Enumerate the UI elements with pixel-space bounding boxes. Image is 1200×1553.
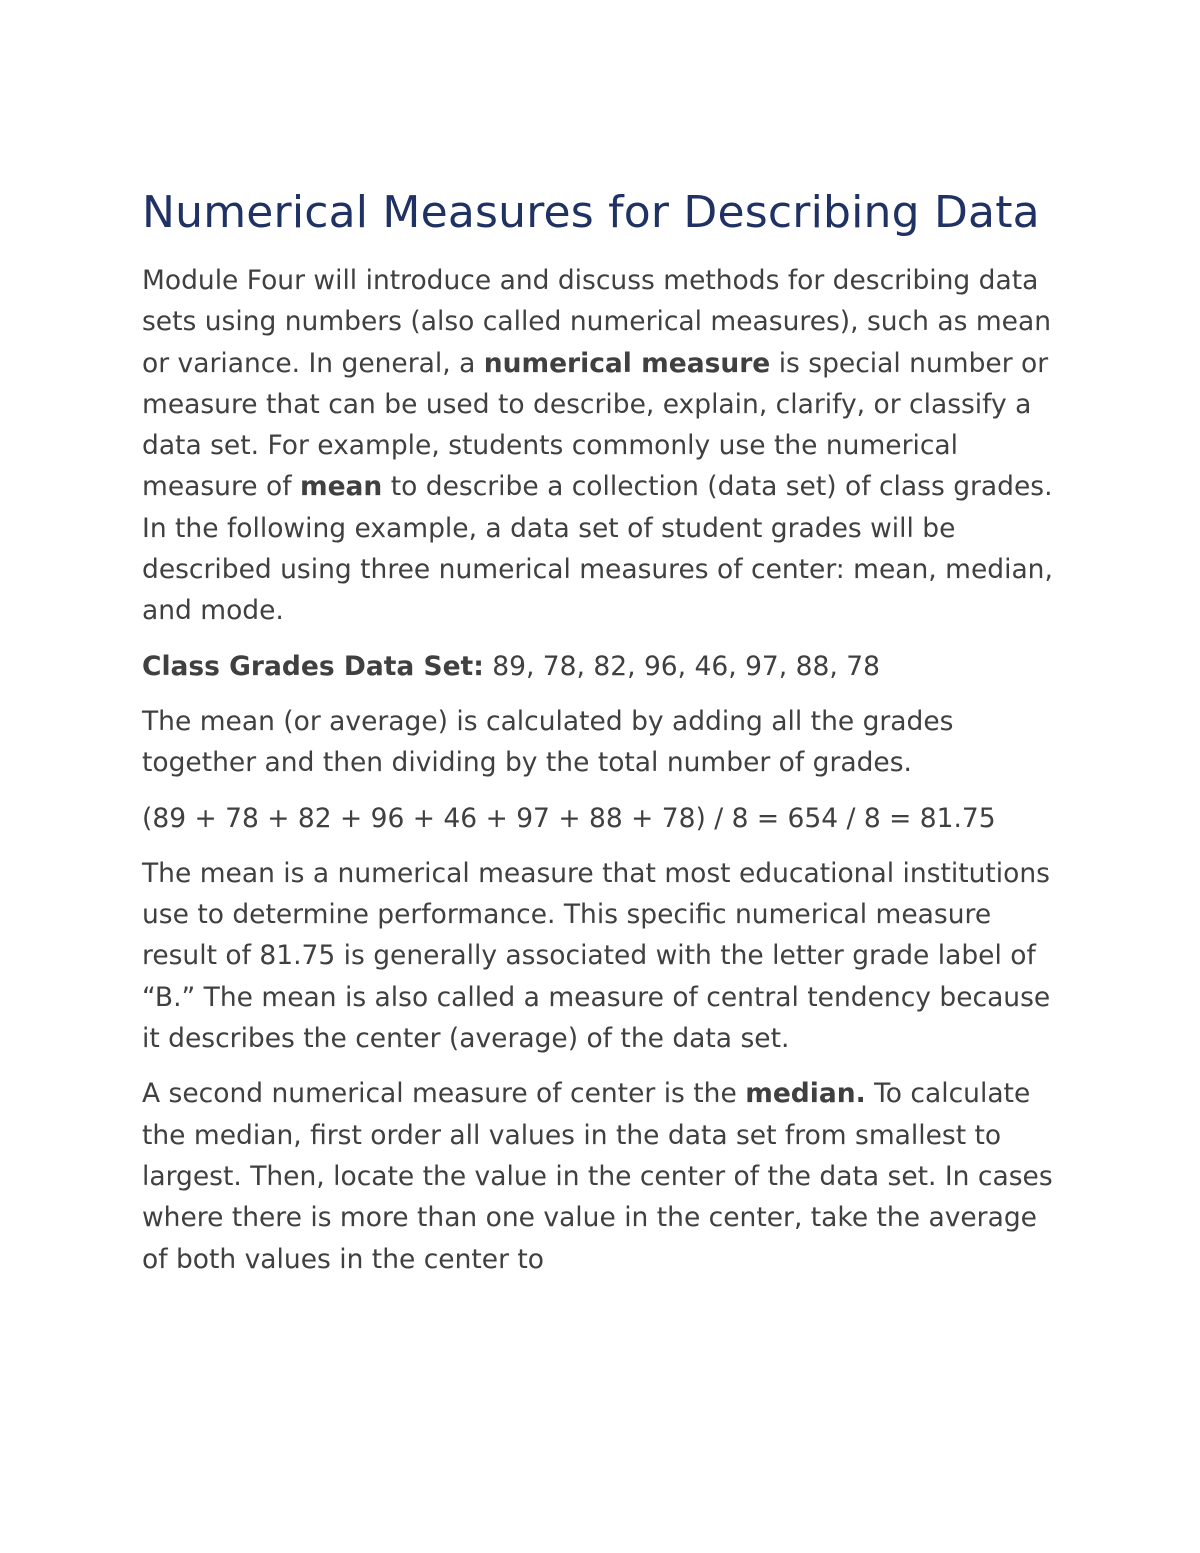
median-paragraph [142,1073,1067,1279]
mean-explanation-paragraph: The mean (or average) is calculated by adding all the grades together and then dividing by the total number of grades. [142,705,954,779]
intro-text-2: is special number or measure that can be used to describe, explain, clarify, or classify a data set. For example, students commonly use the numerical measure of [142,347,1049,503]
median-text-1: A second numerical measure of center is the [142,1078,746,1110]
intro-text-1: Module Four will introduce and discuss methods for describing data sets using numbers (also called numerical measures), such as mean or variance. In general, a [142,265,1051,379]
term-numerical-measure: numerical measure [483,347,771,379]
dataset-label: Class Grades Data Set: [142,650,484,682]
dataset-paragraph [142,646,1067,687]
median-text-2: To calculate the median, first order all values in the data set from smallest to largest. Then, locate the value in the center of the data set. In cases where there is more than one value in the center, take the average of both values in the center to [142,1078,1053,1275]
document-page [142,186,1067,1294]
mean-interpretation-paragraph: The mean is a numerical measure that most educational institutions use to determine performance. This specific numerical measure result of 81.75 is generally associated with the letter grade label of “B.” The mean is also called a measure of central tendency because it describes the center (average) of the data set. [142,857,1051,1055]
term-mean: mean [299,471,383,503]
term-median: median. [745,1078,866,1110]
dataset-values: 89, 78, 82, 96, 46, 97, 88, 78 [483,650,880,682]
intro-paragraph [142,260,1067,632]
mean-formula: (89 + 78 + 82 + 96 + 46 + 97 + 88 + 78) / 8 = 654 / 8 = 81.75 [142,802,996,834]
intro-text-3: to describe a collection (data set) of class grades. In the following example, a data set of student grades will be described using three numerical measures of center: mean, median, and mode. [142,471,1053,627]
document-title: Numerical Measures for Describing Data [142,187,1040,238]
